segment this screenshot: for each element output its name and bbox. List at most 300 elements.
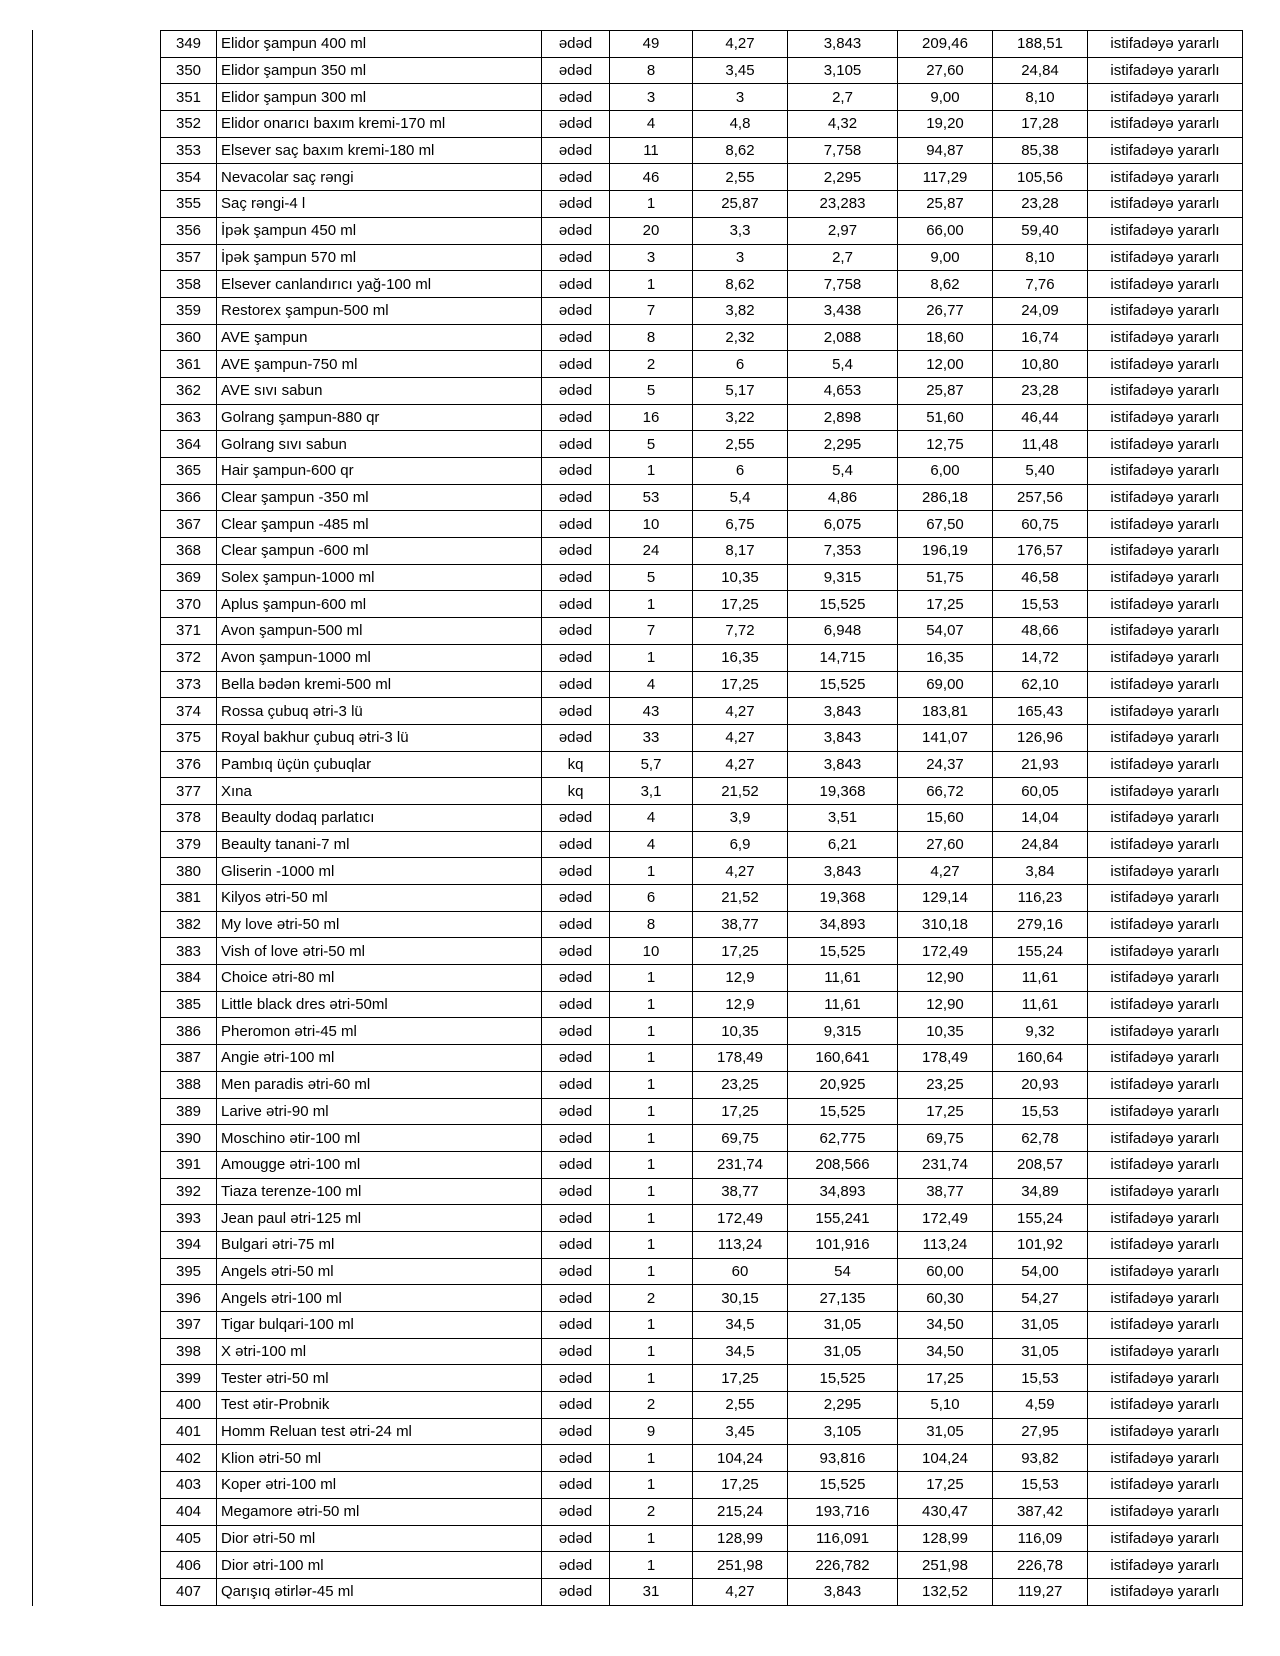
condition-status-cell: istifadəyə yararlı — [1088, 618, 1243, 645]
condition-status-cell: istifadəyə yararlı — [1088, 778, 1243, 805]
discounted-price-cell: 3,843 — [788, 724, 898, 751]
total-amount-cell: 34,50 — [898, 1312, 993, 1339]
unit-cell: ədəd — [542, 324, 610, 351]
unit-cell: ədəd — [542, 804, 610, 831]
row-number-cell: 400 — [161, 1392, 217, 1419]
unit-cell: ədəd — [542, 31, 610, 58]
unit-cell: ədəd — [542, 1312, 610, 1339]
total-amount-cell: 18,60 — [898, 324, 993, 351]
discounted-total-cell: 31,05 — [993, 1312, 1088, 1339]
table-row — [161, 1071, 1243, 1098]
unit-price-cell: 5,4 — [693, 484, 788, 511]
discounted-total-cell: 11,61 — [993, 965, 1088, 992]
discounted-price-cell: 15,525 — [788, 938, 898, 965]
table-row — [161, 377, 1243, 404]
row-number-cell: 373 — [161, 671, 217, 698]
table-row — [161, 831, 1243, 858]
quantity-cell: 1 — [610, 271, 693, 298]
row-number-cell: 367 — [161, 511, 217, 538]
condition-status-cell: istifadəyə yararlı — [1088, 1231, 1243, 1258]
condition-status-cell: istifadəyə yararlı — [1088, 84, 1243, 111]
unit-cell: ədəd — [542, 858, 610, 885]
row-number-cell: 394 — [161, 1231, 217, 1258]
item-name-cell: Nevacolar saç rəngi — [217, 164, 542, 191]
unit-cell: ədəd — [542, 1258, 610, 1285]
table-row — [161, 1285, 1243, 1312]
row-number-cell: 396 — [161, 1285, 217, 1312]
table-row — [161, 164, 1243, 191]
item-name-cell: Clear şampun -350 ml — [217, 484, 542, 511]
quantity-cell: 33 — [610, 724, 693, 751]
table-row — [161, 1151, 1243, 1178]
unit-cell: ədəd — [542, 885, 610, 912]
discounted-price-cell: 15,525 — [788, 1472, 898, 1499]
total-amount-cell: 17,25 — [898, 1365, 993, 1392]
discounted-total-cell: 54,27 — [993, 1285, 1088, 1312]
discounted-price-cell: 3,51 — [788, 804, 898, 831]
row-number-cell: 357 — [161, 244, 217, 271]
table-row — [161, 404, 1243, 431]
table-row — [161, 324, 1243, 351]
table-row — [161, 1205, 1243, 1232]
discounted-price-cell: 5,4 — [788, 458, 898, 485]
discounted-price-cell: 15,525 — [788, 671, 898, 698]
total-amount-cell: 34,50 — [898, 1338, 993, 1365]
discounted-total-cell: 85,38 — [993, 137, 1088, 164]
unit-price-cell: 60 — [693, 1258, 788, 1285]
row-number-cell: 390 — [161, 1125, 217, 1152]
total-amount-cell: 251,98 — [898, 1552, 993, 1579]
unit-cell: ədəd — [542, 1231, 610, 1258]
item-name-cell: Gliserin -1000 ml — [217, 858, 542, 885]
quantity-cell: 1 — [610, 1045, 693, 1072]
item-name-cell: Pambıq üçün çubuqlar — [217, 751, 542, 778]
discounted-price-cell: 15,525 — [788, 591, 898, 618]
table-row — [161, 31, 1243, 58]
quantity-cell: 1 — [610, 1338, 693, 1365]
discounted-total-cell: 15,53 — [993, 1365, 1088, 1392]
discounted-price-cell: 15,525 — [788, 1365, 898, 1392]
table-row — [161, 1045, 1243, 1072]
row-number-cell: 358 — [161, 271, 217, 298]
discounted-total-cell: 11,61 — [993, 991, 1088, 1018]
row-number-cell: 366 — [161, 484, 217, 511]
unit-cell: ədəd — [542, 644, 610, 671]
unit-cell: ədəd — [542, 431, 610, 458]
unit-price-cell: 3 — [693, 244, 788, 271]
unit-price-cell: 12,9 — [693, 991, 788, 1018]
table-row — [161, 538, 1243, 565]
item-name-cell: Kilyos ətri-50 ml — [217, 885, 542, 912]
row-number-cell: 399 — [161, 1365, 217, 1392]
unit-price-cell: 2,55 — [693, 1392, 788, 1419]
condition-status-cell: istifadəyə yararlı — [1088, 511, 1243, 538]
discounted-total-cell: 21,93 — [993, 751, 1088, 778]
condition-status-cell: istifadəyə yararlı — [1088, 1312, 1243, 1339]
item-name-cell: Saç rəngi-4 l — [217, 191, 542, 218]
unit-price-cell: 38,77 — [693, 1178, 788, 1205]
condition-status-cell: istifadəyə yararlı — [1088, 1018, 1243, 1045]
unit-cell: ədəd — [542, 1525, 610, 1552]
table-row — [161, 1525, 1243, 1552]
row-number-cell: 379 — [161, 831, 217, 858]
row-number-cell: 407 — [161, 1578, 217, 1605]
condition-status-cell: istifadəyə yararlı — [1088, 858, 1243, 885]
condition-status-cell: istifadəyə yararlı — [1088, 351, 1243, 378]
condition-status-cell: istifadəyə yararlı — [1088, 1552, 1243, 1579]
condition-status-cell: istifadəyə yararlı — [1088, 1125, 1243, 1152]
discounted-price-cell: 3,843 — [788, 698, 898, 725]
discounted-total-cell: 119,27 — [993, 1578, 1088, 1605]
table-row — [161, 751, 1243, 778]
unit-price-cell: 6 — [693, 351, 788, 378]
table-row — [161, 1392, 1243, 1419]
item-name-cell: Tiaza terenze-100 ml — [217, 1178, 542, 1205]
row-number-cell: 368 — [161, 538, 217, 565]
discounted-price-cell: 3,438 — [788, 297, 898, 324]
quantity-cell: 20 — [610, 217, 693, 244]
quantity-cell: 8 — [610, 57, 693, 84]
item-name-cell: İpək şampun 450 ml — [217, 217, 542, 244]
table-row — [161, 57, 1243, 84]
quantity-cell: 5 — [610, 431, 693, 458]
unit-cell: ədəd — [542, 1392, 610, 1419]
unit-price-cell: 6,75 — [693, 511, 788, 538]
discounted-total-cell: 27,95 — [993, 1418, 1088, 1445]
unit-cell: ədəd — [542, 618, 610, 645]
discounted-total-cell: 62,10 — [993, 671, 1088, 698]
unit-cell: ədəd — [542, 698, 610, 725]
discounted-price-cell: 6,075 — [788, 511, 898, 538]
item-name-cell: X ətri-100 ml — [217, 1338, 542, 1365]
row-number-cell: 375 — [161, 724, 217, 751]
discounted-price-cell: 62,775 — [788, 1125, 898, 1152]
condition-status-cell: istifadəyə yararlı — [1088, 1338, 1243, 1365]
unit-cell: ədəd — [542, 911, 610, 938]
discounted-total-cell: 387,42 — [993, 1498, 1088, 1525]
unit-price-cell: 3 — [693, 84, 788, 111]
unit-cell: ədəd — [542, 511, 610, 538]
row-number-cell: 381 — [161, 885, 217, 912]
quantity-cell: 1 — [610, 1205, 693, 1232]
unit-price-cell: 10,35 — [693, 564, 788, 591]
unit-price-cell: 231,74 — [693, 1151, 788, 1178]
unit-cell: ədəd — [542, 671, 610, 698]
row-number-cell: 388 — [161, 1071, 217, 1098]
unit-cell: ədəd — [542, 484, 610, 511]
discounted-price-cell: 2,97 — [788, 217, 898, 244]
condition-status-cell: istifadəyə yararlı — [1088, 644, 1243, 671]
condition-status-cell: istifadəyə yararlı — [1088, 57, 1243, 84]
total-amount-cell: 15,60 — [898, 804, 993, 831]
unit-cell: ədəd — [542, 1498, 610, 1525]
row-number-cell: 365 — [161, 458, 217, 485]
discounted-price-cell: 2,898 — [788, 404, 898, 431]
discounted-total-cell: 34,89 — [993, 1178, 1088, 1205]
quantity-cell: 1 — [610, 965, 693, 992]
item-name-cell: Men paradis ətri-60 ml — [217, 1071, 542, 1098]
discounted-price-cell: 193,716 — [788, 1498, 898, 1525]
discounted-total-cell: 10,80 — [993, 351, 1088, 378]
total-amount-cell: 94,87 — [898, 137, 993, 164]
item-name-cell: Bella bədən kremi-500 ml — [217, 671, 542, 698]
table-row — [161, 911, 1243, 938]
row-number-cell: 403 — [161, 1472, 217, 1499]
discounted-total-cell: 54,00 — [993, 1258, 1088, 1285]
unit-price-cell: 8,17 — [693, 538, 788, 565]
unit-price-cell: 3,82 — [693, 297, 788, 324]
total-amount-cell: 66,00 — [898, 217, 993, 244]
table-row — [161, 1018, 1243, 1045]
unit-price-cell: 104,24 — [693, 1445, 788, 1472]
unit-price-cell: 17,25 — [693, 938, 788, 965]
discounted-total-cell: 24,84 — [993, 831, 1088, 858]
unit-price-cell: 16,35 — [693, 644, 788, 671]
condition-status-cell: istifadəyə yararlı — [1088, 1258, 1243, 1285]
total-amount-cell: 10,35 — [898, 1018, 993, 1045]
unit-price-cell: 21,52 — [693, 885, 788, 912]
item-name-cell: Moschino ətir-100 ml — [217, 1125, 542, 1152]
discounted-price-cell: 2,295 — [788, 164, 898, 191]
row-number-cell: 361 — [161, 351, 217, 378]
unit-price-cell: 7,72 — [693, 618, 788, 645]
inventory-table — [160, 30, 1243, 1606]
item-name-cell: Pheromon ətri-45 ml — [217, 1018, 542, 1045]
total-amount-cell: 27,60 — [898, 831, 993, 858]
unit-price-cell: 2,32 — [693, 324, 788, 351]
quantity-cell: 1 — [610, 1472, 693, 1499]
condition-status-cell: istifadəyə yararlı — [1088, 751, 1243, 778]
condition-status-cell: istifadəyə yararlı — [1088, 724, 1243, 751]
item-name-cell: Klion ətri-50 ml — [217, 1445, 542, 1472]
total-amount-cell: 24,37 — [898, 751, 993, 778]
total-amount-cell: 286,18 — [898, 484, 993, 511]
condition-status-cell: istifadəyə yararlı — [1088, 1418, 1243, 1445]
unit-cell: ədəd — [542, 991, 610, 1018]
total-amount-cell: 172,49 — [898, 1205, 993, 1232]
discounted-price-cell: 20,925 — [788, 1071, 898, 1098]
quantity-cell: 1 — [610, 1018, 693, 1045]
quantity-cell: 4 — [610, 831, 693, 858]
quantity-cell: 53 — [610, 484, 693, 511]
unit-price-cell: 4,8 — [693, 111, 788, 138]
unit-cell: ədəd — [542, 938, 610, 965]
total-amount-cell: 69,75 — [898, 1125, 993, 1152]
condition-status-cell: istifadəyə yararlı — [1088, 1071, 1243, 1098]
condition-status-cell: istifadəyə yararlı — [1088, 911, 1243, 938]
table-row — [161, 1445, 1243, 1472]
row-number-cell: 402 — [161, 1445, 217, 1472]
unit-cell: ədəd — [542, 244, 610, 271]
discounted-total-cell: 16,74 — [993, 324, 1088, 351]
quantity-cell: 1 — [610, 858, 693, 885]
row-number-cell: 380 — [161, 858, 217, 885]
quantity-cell: 1 — [610, 1151, 693, 1178]
item-name-cell: AVE şampun-750 ml — [217, 351, 542, 378]
quantity-cell: 31 — [610, 1578, 693, 1605]
table-row — [161, 458, 1243, 485]
condition-status-cell: istifadəyə yararlı — [1088, 111, 1243, 138]
unit-cell: ədəd — [542, 1205, 610, 1232]
discounted-price-cell: 14,715 — [788, 644, 898, 671]
total-amount-cell: 5,10 — [898, 1392, 993, 1419]
quantity-cell: 1 — [610, 1445, 693, 1472]
row-number-cell: 386 — [161, 1018, 217, 1045]
table-row — [161, 431, 1243, 458]
row-number-cell: 355 — [161, 191, 217, 218]
item-name-cell: Angels ətri-100 ml — [217, 1285, 542, 1312]
discounted-total-cell: 24,84 — [993, 57, 1088, 84]
condition-status-cell: istifadəyə yararlı — [1088, 217, 1243, 244]
row-number-cell: 401 — [161, 1418, 217, 1445]
condition-status-cell: istifadəyə yararlı — [1088, 271, 1243, 298]
discounted-price-cell: 3,105 — [788, 57, 898, 84]
table-row — [161, 938, 1243, 965]
condition-status-cell: istifadəyə yararlı — [1088, 191, 1243, 218]
discounted-total-cell: 176,57 — [993, 538, 1088, 565]
condition-status-cell: istifadəyə yararlı — [1088, 671, 1243, 698]
unit-cell: kq — [542, 778, 610, 805]
discounted-price-cell: 2,295 — [788, 431, 898, 458]
table-row — [161, 84, 1243, 111]
quantity-cell: 24 — [610, 538, 693, 565]
discounted-total-cell: 17,28 — [993, 111, 1088, 138]
table-row — [161, 644, 1243, 671]
unit-price-cell: 34,5 — [693, 1338, 788, 1365]
discounted-total-cell: 257,56 — [993, 484, 1088, 511]
unit-price-cell: 113,24 — [693, 1231, 788, 1258]
total-amount-cell: 9,00 — [898, 244, 993, 271]
discounted-price-cell: 7,353 — [788, 538, 898, 565]
total-amount-cell: 69,00 — [898, 671, 993, 698]
unit-price-cell: 69,75 — [693, 1125, 788, 1152]
unit-cell: ədəd — [542, 591, 610, 618]
unit-cell: ədəd — [542, 57, 610, 84]
item-name-cell: Amougge ətri-100 ml — [217, 1151, 542, 1178]
table-row — [161, 991, 1243, 1018]
discounted-total-cell: 9,32 — [993, 1018, 1088, 1045]
discounted-total-cell: 155,24 — [993, 938, 1088, 965]
discounted-price-cell: 23,283 — [788, 191, 898, 218]
unit-price-cell: 17,25 — [693, 671, 788, 698]
table-row — [161, 297, 1243, 324]
total-amount-cell: 17,25 — [898, 1098, 993, 1125]
discounted-total-cell: 20,93 — [993, 1071, 1088, 1098]
unit-cell: ədəd — [542, 1071, 610, 1098]
unit-cell: ədəd — [542, 217, 610, 244]
quantity-cell: 7 — [610, 297, 693, 324]
discounted-price-cell: 6,948 — [788, 618, 898, 645]
discounted-total-cell: 46,44 — [993, 404, 1088, 431]
item-name-cell: Elidor şampun 400 ml — [217, 31, 542, 58]
quantity-cell: 5,7 — [610, 751, 693, 778]
item-name-cell: AVE şampun — [217, 324, 542, 351]
discounted-total-cell: 116,09 — [993, 1525, 1088, 1552]
total-amount-cell: 172,49 — [898, 938, 993, 965]
quantity-cell: 3 — [610, 84, 693, 111]
total-amount-cell: 23,25 — [898, 1071, 993, 1098]
discounted-price-cell: 2,295 — [788, 1392, 898, 1419]
unit-price-cell: 4,27 — [693, 31, 788, 58]
discounted-price-cell: 54 — [788, 1258, 898, 1285]
unit-cell: ədəd — [542, 271, 610, 298]
unit-cell: ədəd — [542, 111, 610, 138]
discounted-price-cell: 31,05 — [788, 1338, 898, 1365]
condition-status-cell: istifadəyə yararlı — [1088, 885, 1243, 912]
total-amount-cell: 310,18 — [898, 911, 993, 938]
discounted-price-cell: 93,816 — [788, 1445, 898, 1472]
total-amount-cell: 231,74 — [898, 1151, 993, 1178]
item-name-cell: Choice ətri-80 ml — [217, 965, 542, 992]
quantity-cell: 8 — [610, 911, 693, 938]
quantity-cell: 10 — [610, 511, 693, 538]
unit-price-cell: 128,99 — [693, 1525, 788, 1552]
condition-status-cell: istifadəyə yararlı — [1088, 965, 1243, 992]
total-amount-cell: 67,50 — [898, 511, 993, 538]
total-amount-cell: 51,75 — [898, 564, 993, 591]
item-name-cell: Jean paul ətri-125 ml — [217, 1205, 542, 1232]
unit-cell: ədəd — [542, 164, 610, 191]
unit-cell: ədəd — [542, 538, 610, 565]
condition-status-cell: istifadəyə yararlı — [1088, 564, 1243, 591]
discounted-price-cell: 101,916 — [788, 1231, 898, 1258]
row-number-cell: 351 — [161, 84, 217, 111]
discounted-price-cell: 3,843 — [788, 751, 898, 778]
unit-price-cell: 2,55 — [693, 431, 788, 458]
discounted-total-cell: 4,59 — [993, 1392, 1088, 1419]
item-name-cell: Angie ətri-100 ml — [217, 1045, 542, 1072]
quantity-cell: 49 — [610, 31, 693, 58]
row-number-cell: 391 — [161, 1151, 217, 1178]
quantity-cell: 4 — [610, 111, 693, 138]
unit-price-cell: 172,49 — [693, 1205, 788, 1232]
total-amount-cell: 113,24 — [898, 1231, 993, 1258]
discounted-total-cell: 14,04 — [993, 804, 1088, 831]
item-name-cell: Xına — [217, 778, 542, 805]
total-amount-cell: 12,00 — [898, 351, 993, 378]
discounted-total-cell: 279,16 — [993, 911, 1088, 938]
total-amount-cell: 104,24 — [898, 1445, 993, 1472]
discounted-total-cell: 46,58 — [993, 564, 1088, 591]
unit-cell: ədəd — [542, 1285, 610, 1312]
unit-cell: ədəd — [542, 351, 610, 378]
unit-price-cell: 3,45 — [693, 1418, 788, 1445]
quantity-cell: 5 — [610, 377, 693, 404]
total-amount-cell: 60,00 — [898, 1258, 993, 1285]
table-row — [161, 511, 1243, 538]
discounted-price-cell: 155,241 — [788, 1205, 898, 1232]
total-amount-cell: 178,49 — [898, 1045, 993, 1072]
condition-status-cell: istifadəyə yararlı — [1088, 431, 1243, 458]
quantity-cell: 46 — [610, 164, 693, 191]
quantity-cell: 2 — [610, 1285, 693, 1312]
unit-price-cell: 4,27 — [693, 724, 788, 751]
item-name-cell: Homm Reluan test ətri-24 ml — [217, 1418, 542, 1445]
unit-cell: ədəd — [542, 1578, 610, 1605]
unit-cell: ədəd — [542, 458, 610, 485]
unit-price-cell: 17,25 — [693, 1098, 788, 1125]
total-amount-cell: 12,75 — [898, 431, 993, 458]
item-name-cell: AVE sıvı sabun — [217, 377, 542, 404]
discounted-total-cell: 60,05 — [993, 778, 1088, 805]
condition-status-cell: istifadəyə yararlı — [1088, 164, 1243, 191]
discounted-price-cell: 5,4 — [788, 351, 898, 378]
discounted-price-cell: 208,566 — [788, 1151, 898, 1178]
unit-price-cell: 8,62 — [693, 271, 788, 298]
unit-price-cell: 4,27 — [693, 751, 788, 778]
row-number-cell: 352 — [161, 111, 217, 138]
total-amount-cell: 25,87 — [898, 191, 993, 218]
